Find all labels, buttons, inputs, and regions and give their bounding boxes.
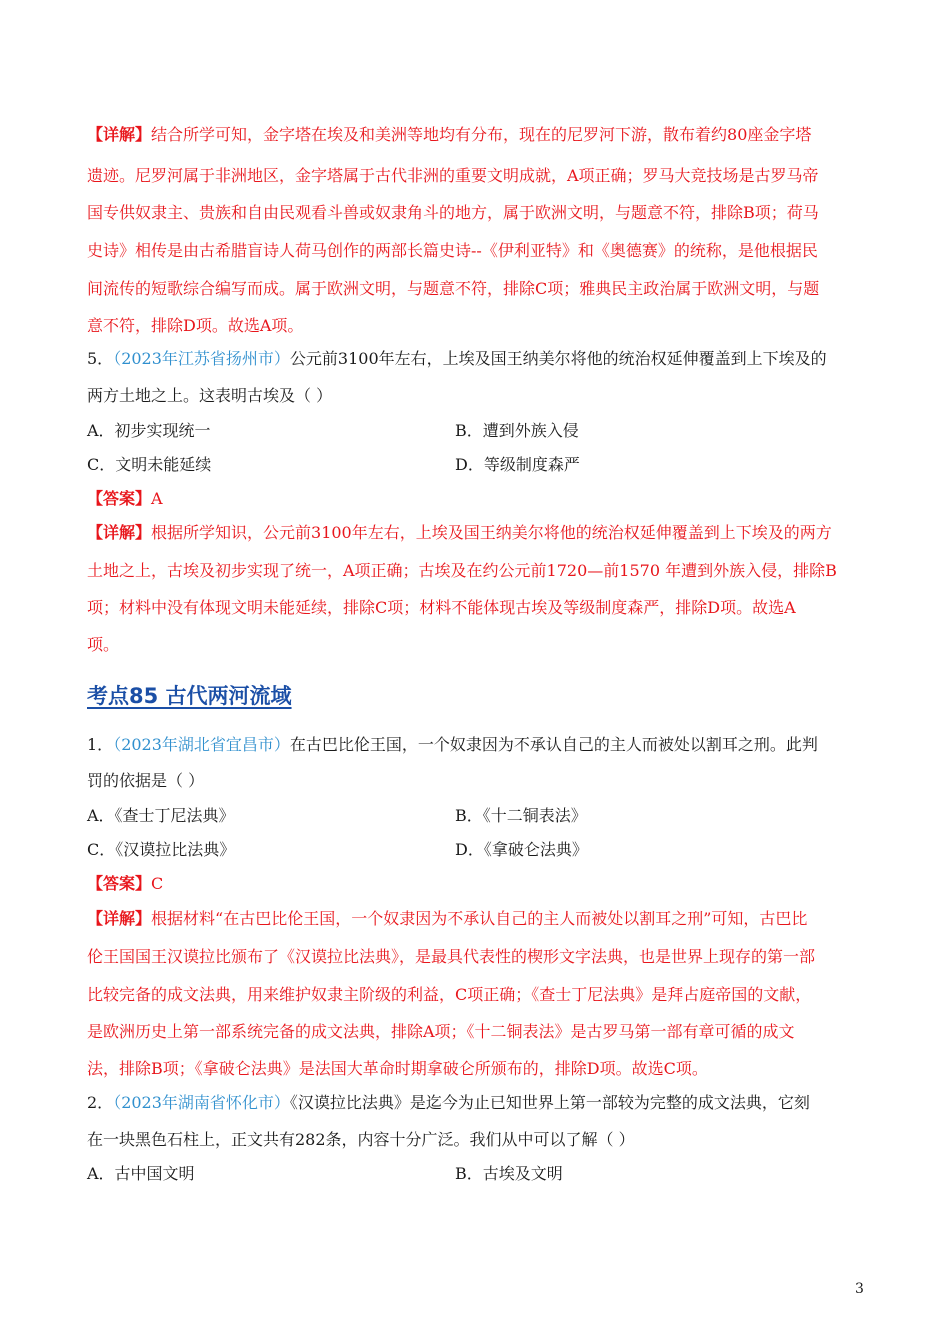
answer-label: 【答案】 [87,874,152,893]
detail-text: 根据材料“在古巴比伦王国，一个奴隶因为不承认自己的主人而被处以割耳之刑”可知，古巴比 [151,909,808,928]
detail-line: 意不符，排除D项。故选A项。 [87,316,304,335]
detail-label: 【详解】 [87,909,152,928]
detail-line: 比较完备的成文法典，用来维护奴隶主阶级的利益，C项正确；《查士丁尼法典》是拜占庭帝国的文献， [87,985,812,1004]
question-source: （2023年湖南省怀化市） [113,1093,290,1112]
option-c: C．文明未能延续 [87,455,212,474]
detail-text: 根据所学知识，公元前3100年左右，上埃及国王纳美尔将他的统治权延伸覆盖到上下埃及的两方 [151,523,832,542]
question-number: 5． [87,349,114,368]
detail-label: 【详解】 [87,125,152,144]
detail-line: 国专供奴隶主、贵族和自由民观看斗兽或奴隶角斗的地方，属于欧洲文明，与题意不符，排除B项；荷马 [87,203,819,222]
detail-line: 史诗》相传是由古希腊盲诗人荷马创作的两部长篇史诗--《伊利亚特》和《奥德赛》的统称，是他根据民 [87,241,818,260]
option-b: B．遭到外族入侵 [455,421,579,440]
question-1-stem-cont: 罚的依据是（ ） [87,771,205,790]
option-b: B．古埃及文明 [455,1164,563,1183]
answer-value: A [151,489,163,508]
answer-line [87,874,163,894]
section-title: 考点85 古代两河流域 [87,684,292,708]
detail-line: 土地之上，古埃及初步实现了统一，A项正确；古埃及在约公元前1720—前1570 年遭到外族入侵，排除B [87,561,837,580]
option-c: C．《汉谟拉比法典》 [87,840,236,859]
detail-line: 项；材料中没有体现文明未能延续，排除C项；材料不能体现古埃及等级制度森严，排除D项。故选A [87,598,796,617]
option-d: D．等级制度森严 [455,455,580,474]
question-1-stem [87,735,818,755]
option-d: D．《拿破仑法典》 [455,840,588,859]
question-text: 在古巴比伦王国，一个奴隶因为不承认自己的主人而被处以割耳之刑。此判 [289,735,818,754]
detail-line: 伦王国国王汉谟拉比颁布了《汉谟拉比法典》，是最具代表性的楔形文字法典，也是世界上现存的第一部 [87,947,816,966]
detail-text: 结合所学可知，金字塔在埃及和美洲等地均有分布，现在的尼罗河下游，散布着约80座金字塔 [151,125,812,144]
question-2-stem-cont: 在一块黑色石柱上，正文共有282条，内容十分广泛。我们从中可以了解（ ） [87,1130,635,1149]
answer-value: C [151,874,164,893]
detail-line: 遗迹。尼罗河属于非洲地区，金字塔属于古代非洲的重要文明成就，A项正确；罗马大竞技场是古罗马帝 [87,166,819,185]
detail-line: 是欧洲历史上第一部系统完备的成文法典，排除A项；《十二铜表法》是古罗马第一部有章可循的成文 [87,1022,795,1041]
detail-line: 项。 [87,635,120,654]
detail-line [87,523,832,543]
detail-line: 法，排除B项；《拿破仑法典》是法国大革命时期拿破仑所颁布的，排除D项。故选C项。 [87,1059,708,1078]
option-a: A．古中国文明 [87,1164,195,1183]
detail-label: 【详解】 [87,523,152,542]
option-b: B．《十二铜表法》 [455,806,587,825]
question-number: 2． [87,1093,114,1112]
question-source: （2023年湖北省宜昌市） [113,735,290,754]
option-a: A．初步实现统一 [87,421,211,440]
option-a: A．《查士丁尼法典》 [87,806,235,825]
question-5-stem-cont: 两方土地之上。这表明古埃及（ ） [87,386,333,405]
question-number: 1． [87,735,114,754]
detail-line [87,125,811,145]
answer-label: 【答案】 [87,489,152,508]
answer-line [87,489,163,509]
question-text: 《汉谟拉比法典》是迄今为止已知世界上第一部较为完整的成文法典，它刻 [289,1093,810,1112]
detail-line: 间流传的短歌综合编写而成。属于欧洲文明，与题意不符，排除C项；雅典民主政治属于欧洲文明，与题 [87,279,820,298]
question-5-stem [87,349,827,369]
question-2-stem [87,1093,810,1113]
page-number: 3 [855,1281,864,1297]
question-source: （2023年江苏省扬州市） [113,349,290,368]
question-text: 公元前3100年左右，上埃及国王纳美尔将他的统治权延伸覆盖到上下埃及的 [289,349,827,368]
detail-line [87,909,807,929]
